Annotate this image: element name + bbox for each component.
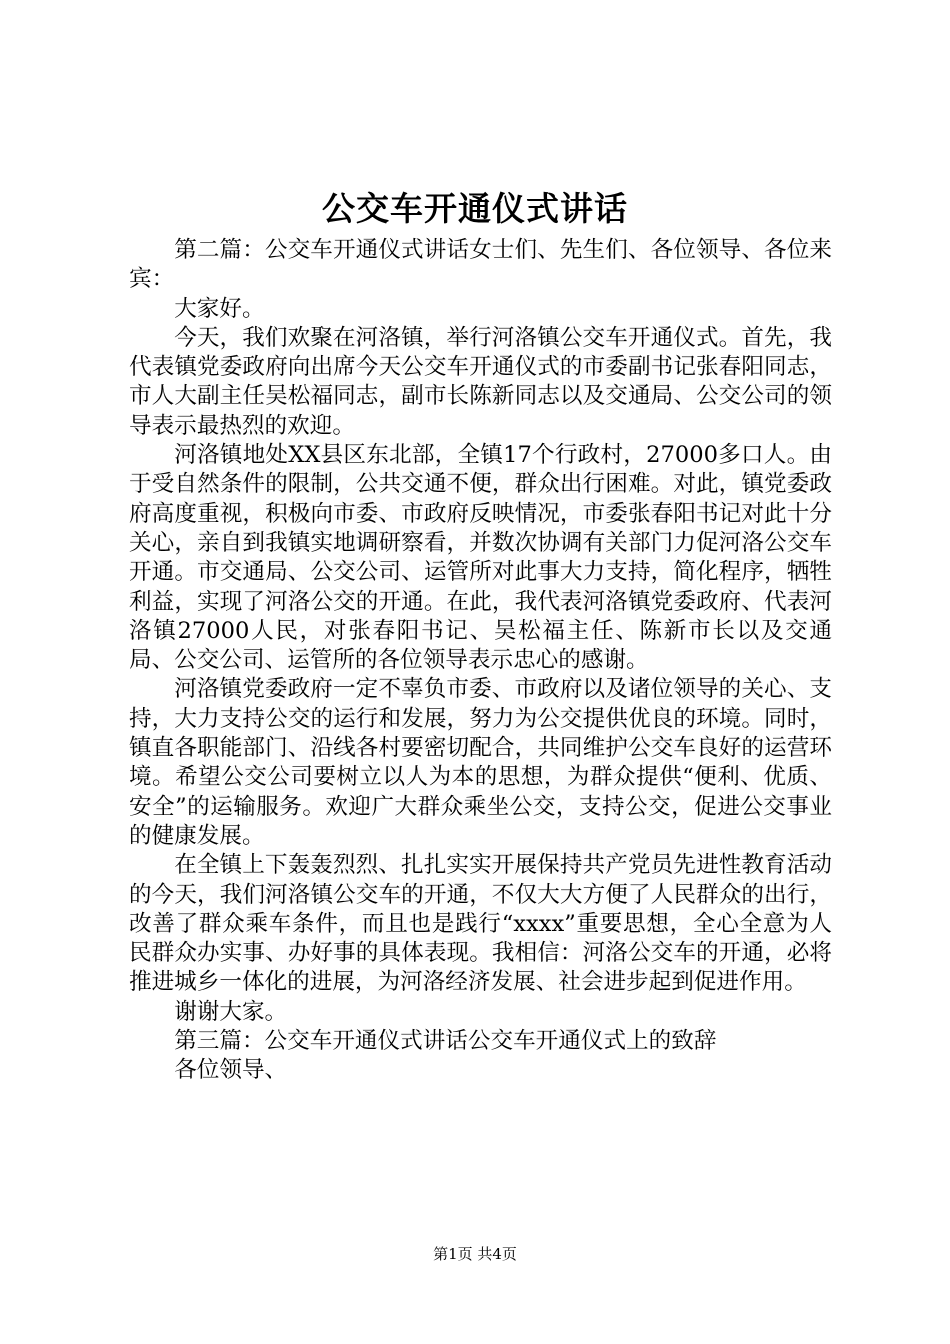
paragraph-commitment: 河洛镇党委政府一定不辜负市委、市政府以及诸位领导的关心、支持，大力支持公交的运行和发展，努力为公交提供优良的环境。同时，镇直各职能部门、沿线各村要密切配合，共同维护公交车良好的运营环境。希望公交公司要树立以人为本的思想，为群众提供“便利、优质、安全”的运输服务。欢迎广大群众乘坐公交，支持公交，促进公交事业的健康发展。 [129, 676, 832, 849]
paragraph-welcome: 今天，我们欢聚在河洛镇，举行河洛镇公交车开通仪式。首先，我代表镇党委政府向出席今天公交车开通仪式的市委副书记张春阳同志，市人大副主任吴松福同志，副市长陈新同志以及交通局、公交公司的领导表示最热烈的欢迎。 [129, 324, 832, 439]
page-number-footer: 第1页 共4页 [433, 1245, 517, 1263]
document-title: 公交车开通仪式讲话 [322, 189, 628, 228]
paragraph-background: 河洛镇地处XX县区东北部，全镇17个行政村，27000多口人。由于受自然条件的限制，公共交通不便，群众出行困难。对此，镇党委政府高度重视，积极向市委、市政府反映情况，市委张春阳书记对此十分关心，亲自到我镇实地调研察看，并数次协调有关部门力促河洛公交车开通。市交通局、公交公司、运管所对此事大力支持，简化程序，牺牲利益，实现了河洛公交的开通。在此，我代表河洛镇党委政府、代表河洛镇27000人民，对张春阳书记、吴松福主任、陈新市长以及交通局、公交公司、运管所的各位领导表示忠心的感谢。 [129, 442, 832, 674]
paragraph-salutation: 各位领导、 [174, 1057, 288, 1084]
paragraph-third-heading: 第三篇：公交车开通仪式讲话公交车开通仪式上的致辞 [174, 1028, 717, 1055]
paragraph-greeting: 大家好。 [174, 295, 265, 322]
paragraph-thanks: 谢谢大家。 [174, 998, 288, 1025]
paragraph-significance: 在全镇上下轰轰烈烈、扎扎实实开展保持共产党员先进性教育活动的今天，我们河洛镇公交车的开通，不仅大大方便了人民群众的出行，改善了群众乘车条件，而且也是践行“xxxx”重要思想，全心全意为人民群众办实事、办好事的具体表现。我相信：河洛公交车的开通，必将推进城乡一体化的进展，为河洛经济发展、社会进步起到促进作用。 [129, 852, 832, 996]
document-body [129, 236, 832, 1086]
paragraph-intro: 第二篇：公交车开通仪式讲话女士们、先生们、各位领导、各位来宾： [129, 237, 832, 293]
